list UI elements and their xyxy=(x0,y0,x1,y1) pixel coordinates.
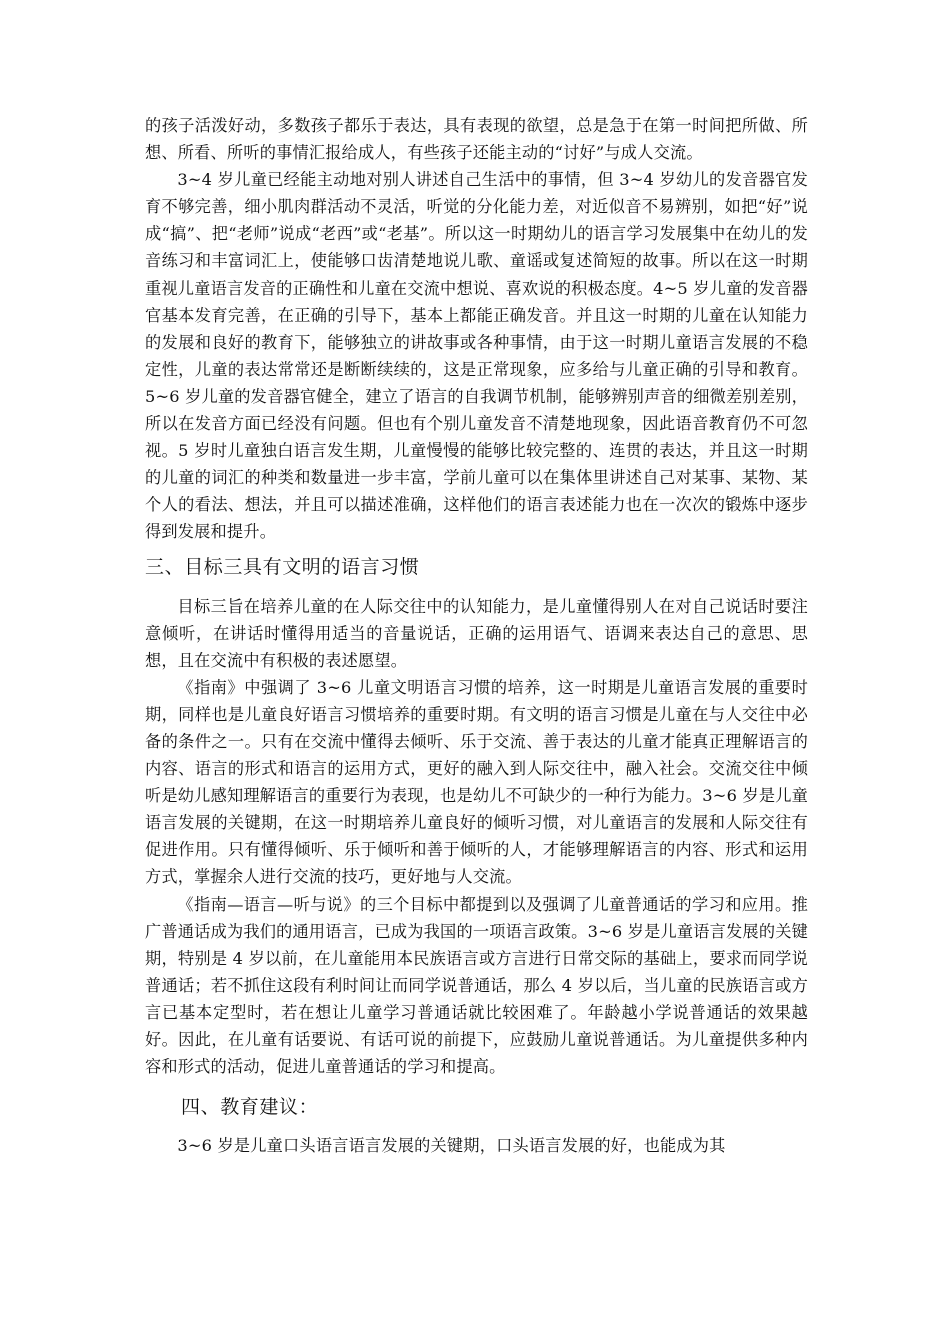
paragraph-age-development: 3~4 岁儿童已经能主动地对别人讲述自己生活中的事情，但 3~4 岁幼儿的发音器官发育不够完善，细小肌肉群活动不灵活，听觉的分化能力差，对近似音不易辨别，如把“好”说成“搞”、把“老师”说成“老西”或“老基”。所以这一时期幼儿的语言学习发展集中在幼儿的发音练习和丰富词汇上，使能够口齿清楚地说儿歌、童谣或复述简短的故事。所以在这一时期重视儿童语言发音的正确性和儿童在交流中想说、喜欢说的积极态度。4~5 岁儿童的发音器官基本发育完善，在正确的引导下，基本上都能正确发音。并且这一时期的儿童在认知能力的发展和良好的教育下，能够独立的讲故事或各种事情，由于这一时期儿童语言发展的不稳定性，儿童的表达常常还是断断续续的，这是正常现象，应多给与儿童正确的引导和教育。5~6 岁儿童的发音器官健全，建立了语言的自我调节机制，能够辨别声音的细微差别差别，所以在发音方面已经没有问题。但也有个别儿童发音不清楚地现象，因此语音教育仍不可忽视。5 岁时儿童独白语言发生期，儿童慢慢的能够比较完整的、连贯的表达，并且这一时期的儿童的词汇的种类和数量进一步丰富，学前儿童可以在集体里讲述自己对某事、某物、某个人的看法、想法，并且可以描述准确，这样他们的语言表述能力也在一次次的锻炼中逐步得到发展和提升。 xyxy=(145,170,808,542)
paragraph-mandarin: 《指南—语言—听与说》的三个目标中都提到以及强调了儿童普通话的学习和应用。推广普通话成为我们的通用语言，已成为我国的一项语言政策。3~6 岁是儿童语言发展的关键期，特别是 4 岁以前，在儿童能用本民族语言或方言进行日常交际的基础上，要求而同学说普通话；若不抓住这段有利时间让而同学说普通话，那么 4 岁以后，当儿童的民族语言或方言已基本定型时，若在想让儿童学习普通话就比较困难了。年龄越小学说普通话的效果越好。因此，在儿童有话要说、有话可说的前提下，应鼓励儿童说普通话。为儿童提供多种内容和形式的活动，促进儿童普通话的学习和提高。 xyxy=(145,894,808,1077)
paragraph-suggestions-start: 3~6 岁是儿童口头语言语言发展的关键期，口头语言发展的好，也能成为其 xyxy=(177,1136,726,1156)
section-heading-goal-three: 三、目标三具有文明的语言习惯 xyxy=(145,555,420,578)
paragraph-goal-three-intro: 目标三旨在培养儿童的在人际交往中的认知能力，是儿童懂得别人在对自己说话时要注意倾听，在讲话时懂得用适当的音量说话，正确的运用语气、语调来表达自己的意思、思想，且在交流中有积极的表述愿望。 xyxy=(145,596,808,670)
document-body xyxy=(145,112,808,1159)
section-heading-education-suggestions: 四、教育建议： xyxy=(181,1096,319,1119)
paragraph-continuation: 的孩子活泼好动，多数孩子都乐于表达，具有表现的欲望，总是急于在第一时间把所做、所想、所看、所听的事情汇报给成人，有些孩子还能主动的“讨好”与成人交流。 xyxy=(145,116,808,163)
paragraph-guide-habits: 《指南》中强调了 3~6 儿童文明语言习惯的培养，这一时期是儿童语言发展的重要时期，同样也是儿童良好语言习惯培养的重要时期。有文明的语言习惯是儿童在与人交往中必备的条件之一。只有在交流中懂得去倾听、乐于交流、善于表达的儿童才能真正理解语言的内容、语言的形式和语言的运用方式，更好的融入到人际交往中，融入社会。交流交往中倾听是幼儿感知理解语言的重要行为表现，也是幼儿不可缺少的一种行为能力。3~6 岁是儿童语言发展的关键期，在这一时期培养儿童良好的倾听习惯，对儿童语言的发展和人际交往有促进作用。只有懂得倾听、乐于倾听和善于倾听的人，才能够理解语言的内容、形式和运用方式，掌握余人进行交流的技巧，更好地与人交流。 xyxy=(145,677,808,887)
